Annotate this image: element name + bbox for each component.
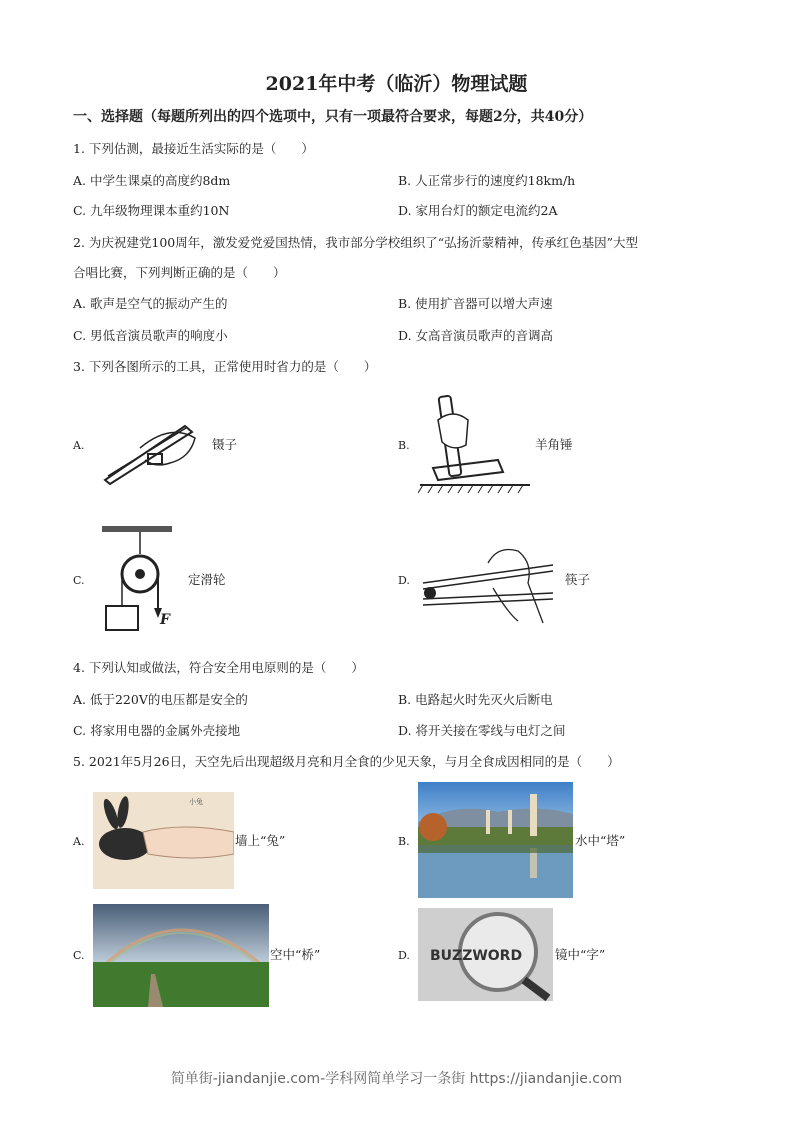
- force-label: F: [160, 612, 170, 628]
- q5-letter-c: C.: [73, 949, 85, 962]
- q3-caption-d: 筷子: [565, 572, 591, 587]
- question-4-stem: 4. 下列认知或做法，符合安全用电原则的是（ ）: [73, 660, 364, 675]
- shadow-rabbit-photo: [93, 792, 234, 889]
- footer-watermark: 简单街-jiandanjie.com-学科网简单学习一条街 https://jiandanjie.com: [170, 1071, 623, 1087]
- page-title: 2021年中考（临沂）物理试题: [265, 73, 528, 95]
- section-heading: 一、选择题（每题所列出的四个选项中，只有一项最符合要求，每题2分，共40分）: [73, 109, 593, 125]
- claw-hammer-illustration: [418, 390, 533, 498]
- q3-letter-c: C.: [73, 574, 85, 587]
- q4-option-a: A. 低于220V的电压都是安全的: [73, 692, 248, 707]
- question-1-stem: 1. 下列估测，最接近生活实际的是（ ）: [73, 141, 314, 156]
- q3-letter-b: B.: [398, 439, 410, 452]
- q4-option-d: D. 将开关接在零线与电灯之间: [398, 723, 566, 738]
- q2-option-b: B. 使用扩音器可以增大声速: [398, 296, 553, 311]
- buzzword-text: BUZZWORD: [430, 948, 523, 964]
- q5-letter-d: D.: [398, 949, 410, 962]
- pagoda-reflection-photo: [418, 782, 573, 898]
- question-2-stem-cont: 合唱比赛，下列判断正确的是（ ）: [73, 265, 286, 280]
- rabbit-photo-caption: 小兔: [189, 798, 203, 806]
- q4-option-b: B. 电路起火时先灭火后断电: [398, 692, 553, 707]
- q1-option-b: B. 人正常步行的速度约18km/h: [398, 173, 576, 188]
- question-5-stem: 5. 2021年5月26日，天空先后出现超级月亮和月全食的少见天象，与月全食成因相同的是（ ）: [73, 754, 620, 769]
- question-2-stem: 2. 为庆祝建党100周年，激发爱党爱国热情，我市部分学校组织了“弘扬沂蒙精神，传承红色基因”大型: [73, 235, 639, 250]
- q5-caption-a: 墙上“兔”: [235, 833, 286, 848]
- q5-caption-d: 镜中“字”: [555, 947, 606, 962]
- q5-letter-b: B.: [398, 835, 410, 848]
- q1-option-c: C. 九年级物理课本重约10N: [73, 203, 230, 218]
- q2-option-a: A. 歌声是空气的振动产生的: [73, 296, 228, 311]
- q1-option-d: D. 家用台灯的额定电流约2A: [398, 203, 558, 218]
- q3-caption-a: 镊子: [212, 437, 238, 452]
- tweezers-illustration: [100, 418, 200, 488]
- q3-caption-b: 羊角锤: [535, 437, 573, 452]
- q2-option-c: C. 男低音演员歌声的响度小: [73, 328, 228, 343]
- q4-option-c: C. 将家用电器的金属外壳接地: [73, 723, 241, 738]
- q2-option-d: D. 女高音演员歌声的音调高: [398, 328, 554, 343]
- q5-caption-b: 水中“塔”: [575, 833, 626, 848]
- q5-caption-c: 空中“桥”: [270, 947, 321, 962]
- q3-letter-a: A.: [73, 439, 85, 452]
- q5-letter-a: A.: [73, 835, 85, 848]
- magnifier-photo: [418, 908, 553, 1001]
- q1-option-a: A. 中学生课桌的高度约8dm: [73, 173, 231, 188]
- rainbow-photo: [93, 904, 269, 1007]
- question-3-stem: 3. 下列各图所示的工具，正常使用时省力的是（ ）: [73, 359, 377, 374]
- chopsticks-illustration: [418, 543, 558, 628]
- q3-caption-c: 定滑轮: [188, 572, 226, 587]
- q3-letter-d: D.: [398, 574, 410, 587]
